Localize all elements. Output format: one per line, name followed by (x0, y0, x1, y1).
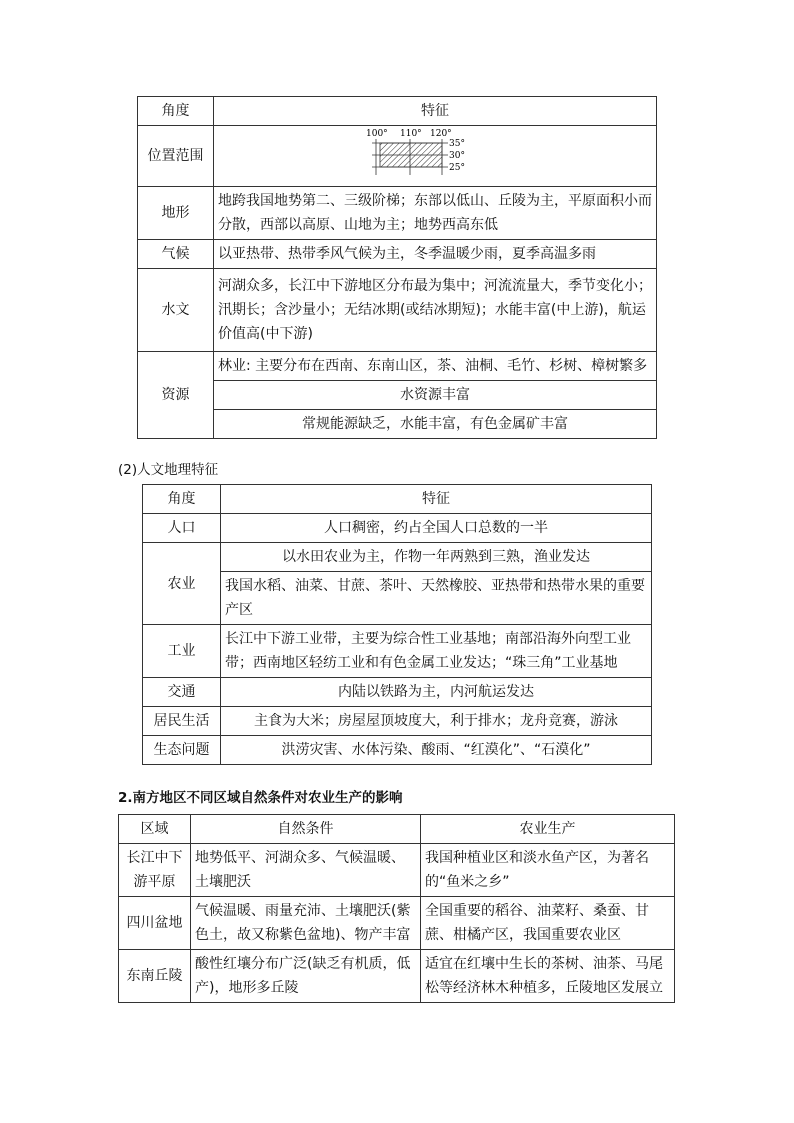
table-row (119, 844, 675, 897)
industry-text: 长江中下游工业带，主要为综合性工业基地；南部沿海外向型工业带；西南地区轻纺工业和有色金属工业发达；“珠三角”工业基地 (221, 625, 652, 678)
resources-forestry: 林业: 主要分布在西南、东南山区，茶、油桐、毛竹、杉树、樟树繁多 (214, 352, 657, 381)
resources-water: 水资源丰富 (214, 381, 657, 410)
table-row (138, 126, 657, 187)
life-label: 居民生活 (143, 707, 221, 736)
population-text: 人口稠密，约占全国人口总数的一半 (221, 514, 652, 543)
table-row (143, 678, 652, 707)
ecology-text: 洪涝灾害、水体污染、酸雨、“红漠化”、“石漠化” (221, 736, 652, 765)
header-feature: 特征 (214, 97, 657, 126)
lat-label-3: 25° (449, 163, 465, 173)
hydrology-text: 河湖众多，长江中下游地区分布最为集中；河流流量大，季节变化小；汛期长；含沙量小；无结冰期(或结冰期短)；水能丰富(中上游)，航运价值高(中下游) (214, 269, 657, 352)
location-map-cell (214, 126, 657, 187)
table-row (119, 897, 675, 950)
region-conditions: 气候温暖、雨量充沛、土壤肥沃(紫色土，故又称紫色盆地)、物产丰富 (191, 897, 421, 950)
table-header-row (138, 97, 657, 126)
header-region: 区域 (119, 815, 191, 844)
header-conditions: 自然条件 (191, 815, 421, 844)
table-row (143, 514, 652, 543)
table-row (138, 352, 657, 381)
agriculture-label: 农业 (143, 543, 221, 625)
lon-label-3: 120° (430, 129, 452, 139)
section-human-geography-title: (2)人文地理特征 (118, 462, 219, 478)
region-conditions: 地势低平、河湖众多、气候温暖、土壤肥沃 (191, 844, 421, 897)
header-feature: 特征 (221, 485, 652, 514)
region-production: 适宜在红壤中生长的茶树、油茶、马尾松等经济林木种植多，丘陵地区发展立 (421, 950, 675, 1003)
region-production: 全国重要的稻谷、油菜籽、桑蚕、甘蔗、柑橘产区，我国重要农业区 (421, 897, 675, 950)
resources-energy: 常规能源缺乏，水能丰富，有色金属矿丰富 (214, 410, 657, 439)
table-header-row (119, 815, 675, 844)
transport-label: 交通 (143, 678, 221, 707)
table-row (143, 625, 652, 678)
agriculture-text-2: 我国水稻、油菜、甘蔗、茶叶、天然橡胶、亚热带和热带水果的重要产区 (221, 572, 652, 625)
table-row (143, 707, 652, 736)
header-angle: 角度 (138, 97, 214, 126)
transport-text: 内陆以铁路为主，内河航运发达 (221, 678, 652, 707)
life-text: 主食为大米；房屋屋顶坡度大，利于排水；龙舟竞赛，游泳 (221, 707, 652, 736)
region-production: 我国种植业区和淡水鱼产区，为著名的“鱼米之乡” (421, 844, 675, 897)
climate-label: 气候 (138, 240, 214, 269)
agriculture-text-1: 以水田农业为主，作物一年两熟到三熟，渔业发达 (221, 543, 652, 572)
table-row (138, 269, 657, 352)
lat-label-2: 30° (449, 151, 465, 161)
lon-label-1: 100° (366, 129, 388, 139)
industry-label: 工业 (143, 625, 221, 678)
regional-agriculture-table (118, 814, 675, 1003)
section-agriculture-impact-title: 2.南方地区不同区域自然条件对农业生产的影响 (118, 790, 403, 806)
table-row (143, 543, 652, 572)
table-row (138, 240, 657, 269)
table-row (138, 410, 657, 439)
header-angle: 角度 (143, 485, 221, 514)
natural-features-table (137, 96, 657, 439)
lon-label-2: 110° (400, 129, 422, 139)
region-conditions: 酸性红壤分布广泛(缺乏有机质，低产)，地形多丘陵 (191, 950, 421, 1003)
table-row (138, 187, 657, 240)
table-header-row (143, 485, 652, 514)
lat-label-1: 35° (449, 139, 465, 149)
resources-label: 资源 (138, 352, 214, 439)
climate-text: 以亚热带、热带季风气候为主，冬季温暖少雨，夏季高温多雨 (214, 240, 657, 269)
human-features-table (142, 484, 652, 765)
terrain-text: 地跨我国地势第二、三级阶梯；东部以低山、丘陵为主，平原面积小而分散，西部以高原、山地为主；地势西高东低 (214, 187, 657, 240)
table-row (119, 950, 675, 1003)
region-name: 长江中下游平原 (119, 844, 191, 897)
hydrology-label: 水文 (138, 269, 214, 352)
population-label: 人口 (143, 514, 221, 543)
header-production: 农业生产 (421, 815, 675, 844)
table-row (138, 381, 657, 410)
location-label: 位置范围 (138, 126, 214, 187)
terrain-label: 地形 (138, 187, 214, 240)
region-name: 四川盆地 (119, 897, 191, 950)
table-row (143, 736, 652, 765)
ecology-label: 生态问题 (143, 736, 221, 765)
location-map (364, 127, 484, 185)
region-name: 东南丘陵 (119, 950, 191, 1003)
